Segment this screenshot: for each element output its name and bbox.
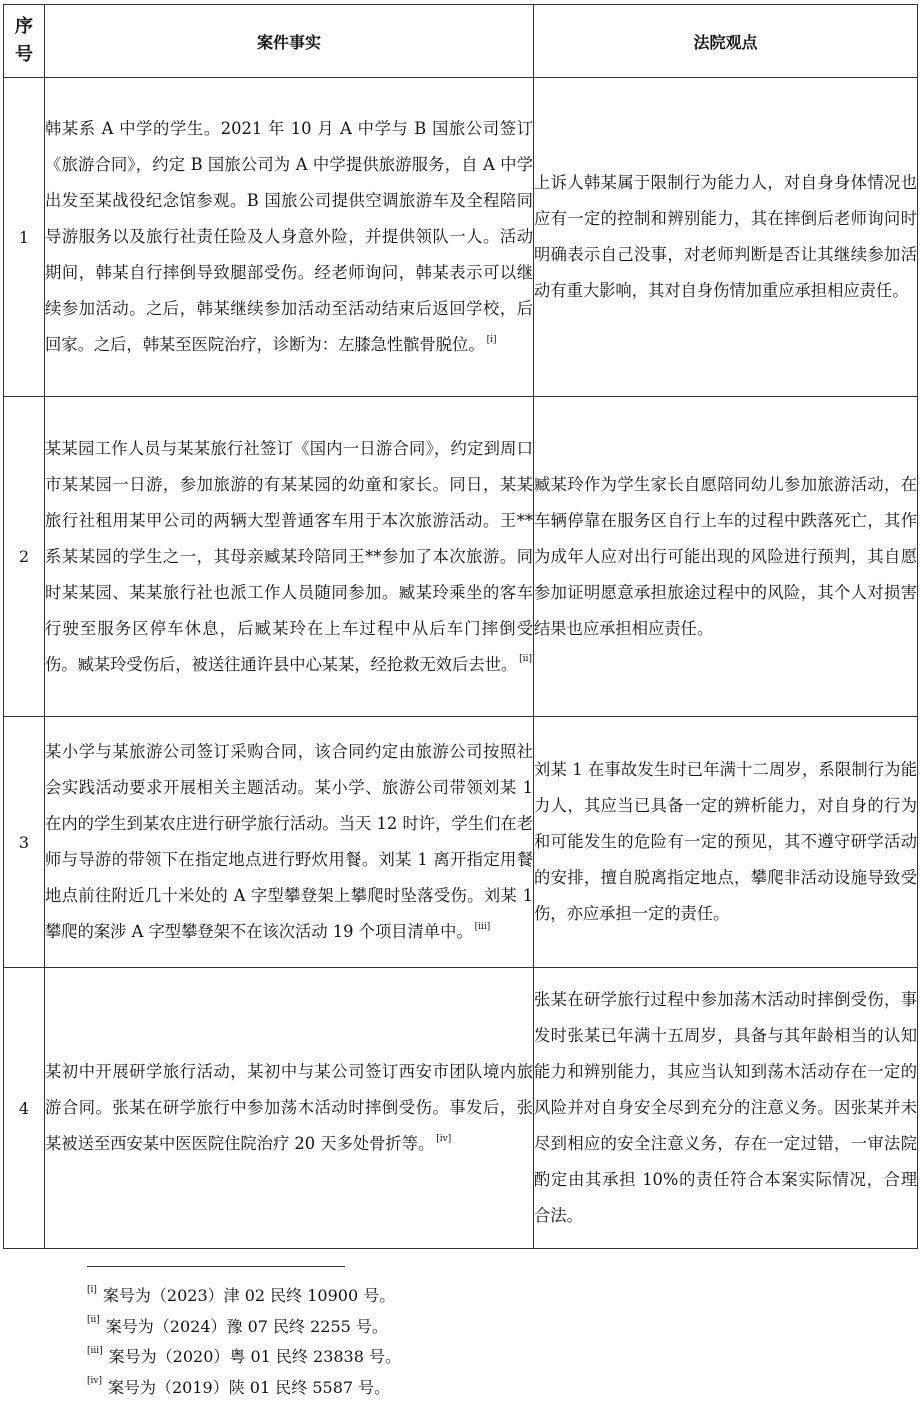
table-row (4, 968, 918, 1249)
cases-table (3, 4, 918, 1249)
footnote-item (87, 1373, 401, 1403)
table-row (4, 78, 918, 397)
court-opinion-cell: 上诉人韩某属于限制行为能力人，对自身身体情况也应有一定的控制和辨别能力，其在摔倒后老师询问时明确表示自己没事，对老师判断是否让其继续参加活动有重大影响，其对自身伤情加重应承担相应责任。 (534, 78, 918, 397)
footnote-text: 案号为（2023）津 02 民终 10900 号。 (103, 1286, 395, 1305)
index-header (4, 5, 45, 78)
case-facts-text: 韩某系 A 中学的学生。2021 年 10 月 A 中学与 B 国旅公司签订《旅游合同》，约定 B 国旅公司为 A 中学提供旅游服务，自 A 中学出发至某战役纪念馆参观。B 国旅公司提供空调旅游车及全程陪同导游服务以及旅行社责任险及人身意外险，并提供领队一人。活动期间，韩某自行摔倒导致腿部受伤。经老师询问，韩某表示可以继续参加活动。之后，韩某继续参加活动至活动结束后返回学校，后回家。之后，韩某至医院治疗，诊断为：左膝急性髌骨脱位。 (45, 119, 533, 354)
case-facts-cell (45, 78, 534, 397)
row-index: 3 (4, 717, 45, 968)
index-header-line1: 序 (15, 16, 33, 37)
footnote-reference[interactable]: [i] (487, 335, 497, 345)
footnote-item (87, 1342, 401, 1373)
footnote-mark: [i] (87, 1285, 97, 1295)
case-facts-text: 某某园工作人员与某某旅行社签订《国内一日游合同》，约定到周口市某某园一日游，参加旅游的有某某园的幼童和家长。同日，某某旅行社租用某甲公司的两辆大型普通客车用于本次旅游活动。王**系某某园的学生之一，其母亲臧某玲陪同王**参加了本次旅游。同时某某园、某某旅行社也派工作人员随同参加。臧某玲乘坐的客车行驶至服务区停车休息，后臧某玲在上车过程中从后车门摔倒受伤。臧某玲受伤后，被送往通许县中心某某，经抢救无效后去世。 (45, 439, 533, 674)
footnote-reference[interactable]: [ii] (519, 654, 532, 664)
footnote-text: 案号为（2024）豫 07 民终 2255 号。 (106, 1317, 388, 1336)
footnote-mark: [iii] (87, 1346, 103, 1356)
footnote-reference[interactable]: [iii] (475, 922, 491, 932)
row-index: 4 (4, 968, 45, 1249)
index-header-line2: 号 (15, 44, 33, 65)
row-index: 1 (4, 78, 45, 397)
table-header-row (4, 5, 918, 78)
facts-header: 案件事实 (45, 5, 534, 78)
footnote-mark: [ii] (87, 1315, 100, 1325)
footnote-reference[interactable]: [iv] (436, 1134, 451, 1144)
opinion-header: 法院观点 (534, 5, 918, 78)
footnote-text: 案号为（2020）粤 01 民终 23838 号。 (109, 1347, 401, 1366)
footnote-mark: [iv] (87, 1376, 102, 1386)
table-row (4, 397, 918, 717)
footnote-item (87, 1281, 401, 1312)
footnotes (87, 1281, 401, 1403)
table-row (4, 717, 918, 968)
case-facts-cell (45, 968, 534, 1249)
case-facts-text: 某小学与某旅游公司签订采购合同，该合同约定由旅游公司按照社会实践活动要求开展相关主题活动。某小学、旅游公司带领刘某 1 在内的学生到某农庄进行研学旅行活动。当天 12 时许，学生们在老师与导游的带领下在指定地点进行野炊用餐。刘某 1 离开指定用餐地点前往附近几十米处的 A 字型攀登架上攀爬时坠落受伤。刘某 1 攀爬的案涉 A 字型攀登架不在该次活动 19 个项目清单中。 (45, 742, 533, 941)
case-facts-text: 某初中开展研学旅行活动，某初中与某公司签订西安市团队境内旅游合同。张某在研学旅行中参加荡木活动时摔倒受伤。事发后，张某被送至西安某中医医院住院治疗 20 天多处骨折等。 (45, 1062, 533, 1153)
court-opinion-cell: 刘某 1 在事故发生时已年满十二周岁，系限制行为能力人，其应当已具备一定的辨析能力，对自身的行为和可能发生的危险有一定的预见，其不遵守研学活动的安排，擅自脱离指定地点，攀爬非活动设施导致受伤，亦应承担一定的责任。 (534, 717, 918, 968)
court-opinion-cell: 臧某玲作为学生家长自愿陪同幼儿参加旅游活动，在车辆停靠在服务区自行上车的过程中跌落死亡，其作为成年人应对出行可能出现的风险进行预判，其自愿参加证明愿意承担旅途过程中的风险，其个人对损害结果也应承担相应责任。 (534, 397, 918, 717)
row-index: 2 (4, 397, 45, 717)
footnote-item (87, 1312, 401, 1343)
case-facts-cell (45, 397, 534, 717)
footnote-text: 案号为（2019）陕 01 民终 5587 号。 (108, 1378, 390, 1397)
court-opinion-cell: 张某在研学旅行过程中参加荡木活动时摔倒受伤，事发时张某已年满十五周岁，具备与其年龄相当的认知能力和辨别能力，其应当认知到荡木活动存在一定的风险并对自身安全尽到充分的注意义务。因张某并未尽到相应的安全注意义务，存在一定过错，一审法院酌定由其承担 10%的责任符合本案实际情况，合理合法。 (534, 968, 918, 1249)
case-facts-cell (45, 717, 534, 968)
footnote-divider (87, 1266, 345, 1267)
